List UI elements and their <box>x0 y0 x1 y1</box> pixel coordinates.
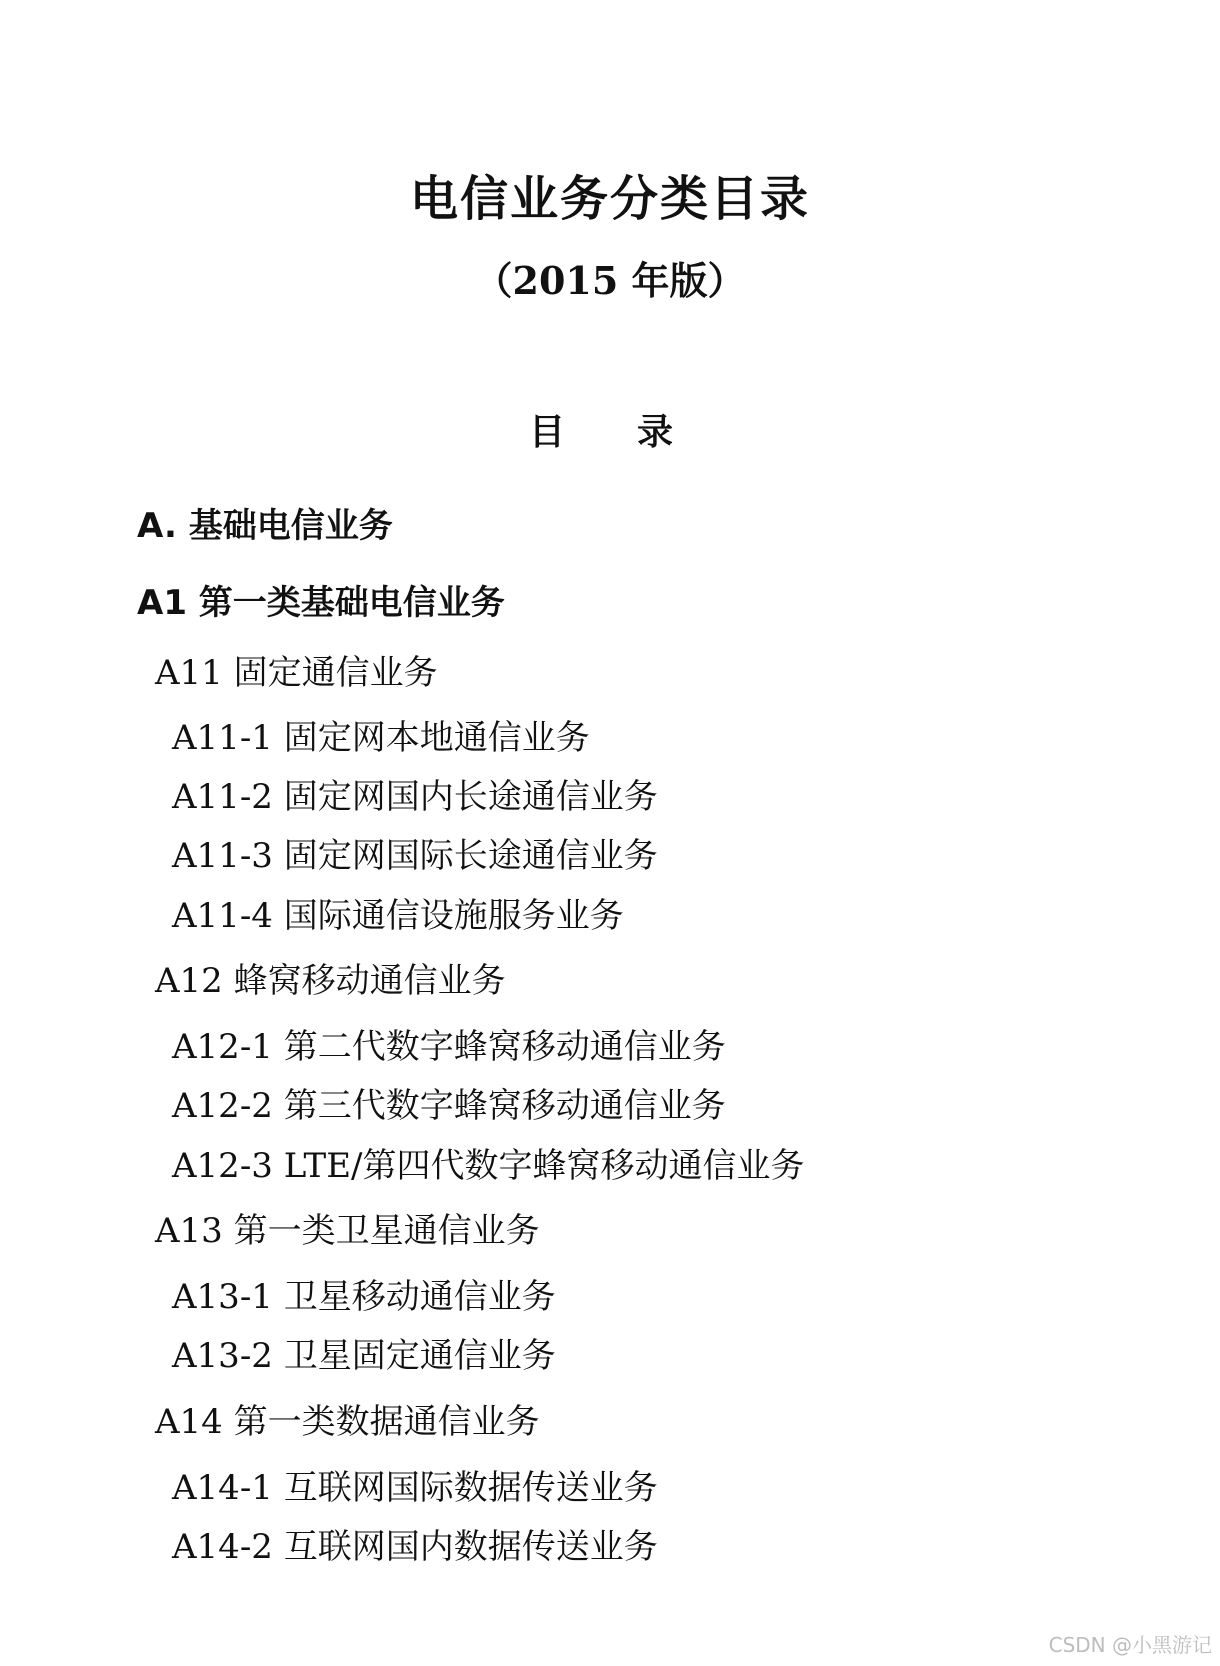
toc-item: A12-2 第三代数字蜂窝移动通信业务 <box>172 1086 726 1126</box>
document-title: 电信业务分类目录 <box>409 171 810 227</box>
toc-item: A11-2 固定网国内长途通信业务 <box>172 777 658 817</box>
toc-subsection-a1: A1 第一类基础电信业务 <box>137 583 505 623</box>
toc-item: A14-1 互联网国际数据传送业务 <box>172 1468 658 1508</box>
toc-item: A12-3 LTE/第四代数字蜂窝移动通信业务 <box>172 1146 805 1186</box>
toc-item: A11-3 固定网国际长途通信业务 <box>172 836 658 876</box>
toc-item: A11-1 固定网本地通信业务 <box>172 718 590 758</box>
watermark: CSDN @小黑游记 <box>1048 1633 1212 1657</box>
toc-item: A12-1 第二代数字蜂窝移动通信业务 <box>172 1027 726 1067</box>
document-subtitle: （2015 年版） <box>474 258 746 303</box>
toc-item: A13-2 卫星固定通信业务 <box>172 1336 556 1376</box>
toc-item: A14 第一类数据通信业务 <box>155 1402 540 1442</box>
toc-item: A11 固定通信业务 <box>155 653 438 693</box>
toc-item: A12 蜂窝移动通信业务 <box>155 961 506 1001</box>
toc-item: A14-2 互联网国内数据传送业务 <box>172 1527 658 1567</box>
toc-heading: 目 录 <box>528 412 691 453</box>
toc-item: A13 第一类卫星通信业务 <box>155 1211 540 1251</box>
toc-section-a: A. 基础电信业务 <box>137 506 393 546</box>
toc-item: A11-4 国际通信设施服务业务 <box>172 896 624 936</box>
toc-item: A13-1 卫星移动通信业务 <box>172 1277 556 1317</box>
